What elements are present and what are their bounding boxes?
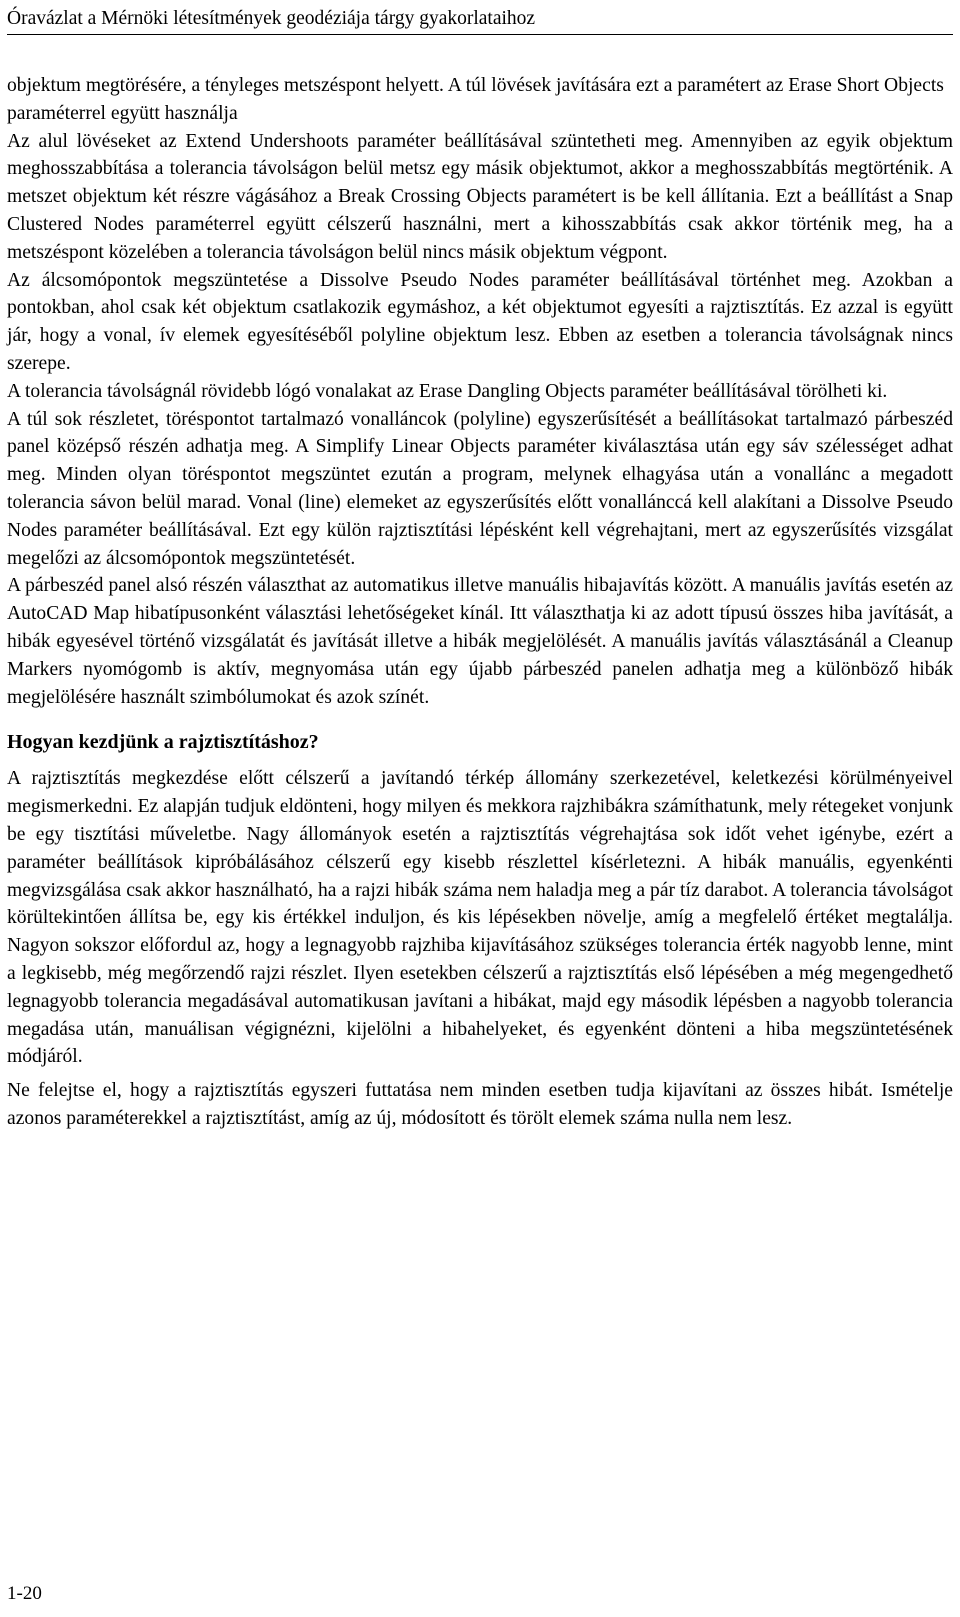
paragraph: A párbeszéd panel alsó részén választhat az automatikus illetve manuális hibajavítás között. A manuális javítás esetén az AutoCAD Map hibatípusonként választási lehetőségeket kínál. Itt választhatja ki az adott típusú összes hiba javítását, a hibák egyesével történő vizsgálatát és javítását illetve a hibák megjelölését. A manuális javítás választásánál a Cleanup Markers nyomógomb is aktív, megnyomása után egy újabb párbeszéd panelen adhatja meg a különböző hibák megjelölésére használt szimbólumokat és azok színét.: [7, 575, 953, 708]
paragraph: objektum megtörésére, a tényleges metszéspont helyett. A túl lövések javítására ezt a paramétert az Erase Short Objects paraméterrel együtt használja: [7, 75, 944, 124]
header-title: Óravázlat a Mérnöki létesítmények geodéziája tárgy gyakorlataihoz: [7, 8, 536, 29]
paragraph: A rajztisztítás megkezdése előtt célszerű a javítandó térkép állomány szerkezetével, keletkezési körülményeivel megismerkedni. Ez alapján tudjuk eldönteni, hogy milyen és mekkora rajzhibákra számíthatunk, mely rétegeket vonjunk be egy tisztítási műveletbe. Nagy állományok esetén a rajztisztítás végrehajtása sok időt vehet igénybe, ezért a paraméter beállítások kipróbálásához célszerű egy kisebb részlettel kísérletezni. A hibák manuális, egyenkénti megvizsgálása csak akkor használható, ha a rajzi hibák száma nem haladja meg a pár tíz darabot. A tolerancia távolságot körültekintően állítsa be, egy kis értékkel induljon, és kis lépésekben növelje, amíg a megfelelő értéket megtalálja. Nagyon sokszor előfordul az, hogy a legnagyobb rajzhiba kijavításához szükséges tolerancia érték nagyobb lenne, mint a legkisebb, még megőrzendő rajzi részlet. Ilyen esetekben célszerű a rajztisztítás első lépésében a még megengedhető legnagyobb tolerancia megadásával automatikusan javítani a hibákat, majd egy második lépésben a nagyobb tolerancia megadása után, manuálisan végignézni, kijelölni a hibahelyeket, és egyenként dönteni a hiba megszüntetésének módjáról.: [7, 768, 953, 1068]
page-number: 1-20: [7, 1583, 42, 1604]
paragraph: Ne felejtse el, hogy a rajztisztítás egyszeri futtatása nem minden esetben tudja kijavítani az összes hibát. Ismételje azonos paraméterekkel a rajztisztítást, amíg az új, módosított és törölt elemek száma nulla nem lesz.: [7, 1080, 953, 1129]
paragraph: A tolerancia távolságnál rövidebb lógó vonalakat az Erase Dangling Objects paraméter beállításával törölheti ki.: [7, 380, 888, 402]
paragraph: Az alul lövéseket az Extend Undershoots paraméter beállításával szüntetheti meg. Amennyiben az egyik objektum meghosszabbítása a tolerancia távolságon belül metsz egy másik objektumot, akkor a meghosszabbítás megtörténik. A metszet objektum két részre vágásához a Break Crossing Objects paramétert is be kell állítania. Ezt a beállítást a Snap Clustered Nodes paraméterrel együtt célszerű használni, mert a kihosszabbítás csak akkor történik meg, ha a metszéspont közelében a tolerancia távolságon belül nincs másik objektum végpont.: [7, 130, 953, 263]
paragraph: A túl sok részletet, töréspontot tartalmazó vonalláncok (polyline) egyszerűsítését a beállításokat tartalmazó párbeszéd panel középső részén adhatja meg. A Simplify Linear Objects paraméter kiválasztása után egy sáv szélességet adhat meg. Minden olyan töréspontot megszüntet ezután a program, melynek elhagyása után a vonallánc a megadott tolerancia sávon belül marad. Vonal (line) elemeket az egyszerűsítés előtt vonallánccá kell alakítani a Dissolve Pseudo Nodes paraméter beállításával. Ezt egy külön rajztisztítási lépésként kell végrehajtani, mert az egyszerűsítés vizsgálat megelőzi az álcsomópontok megszüntetését.: [7, 408, 953, 569]
paragraph: Az álcsomópontok megszüntetése a Dissolve Pseudo Nodes paraméter beállításával történhet meg. Azokban a pontokban, ahol csak két objektum csatlakozik egymáshoz, a két objektumot egyesíti a rajztisztítás. Ez azzal is együtt jár, hogy a vonal, ív elemek egyesítéséből polyline objektum lesz. Ebben az esetben a tolerancia távolságnak nincs szerepe.: [7, 269, 953, 374]
section-heading: Hogyan kezdjünk a rajztisztításhoz?: [7, 731, 319, 754]
document-body: [7, 72, 953, 1133]
page-header: [7, 6, 953, 35]
